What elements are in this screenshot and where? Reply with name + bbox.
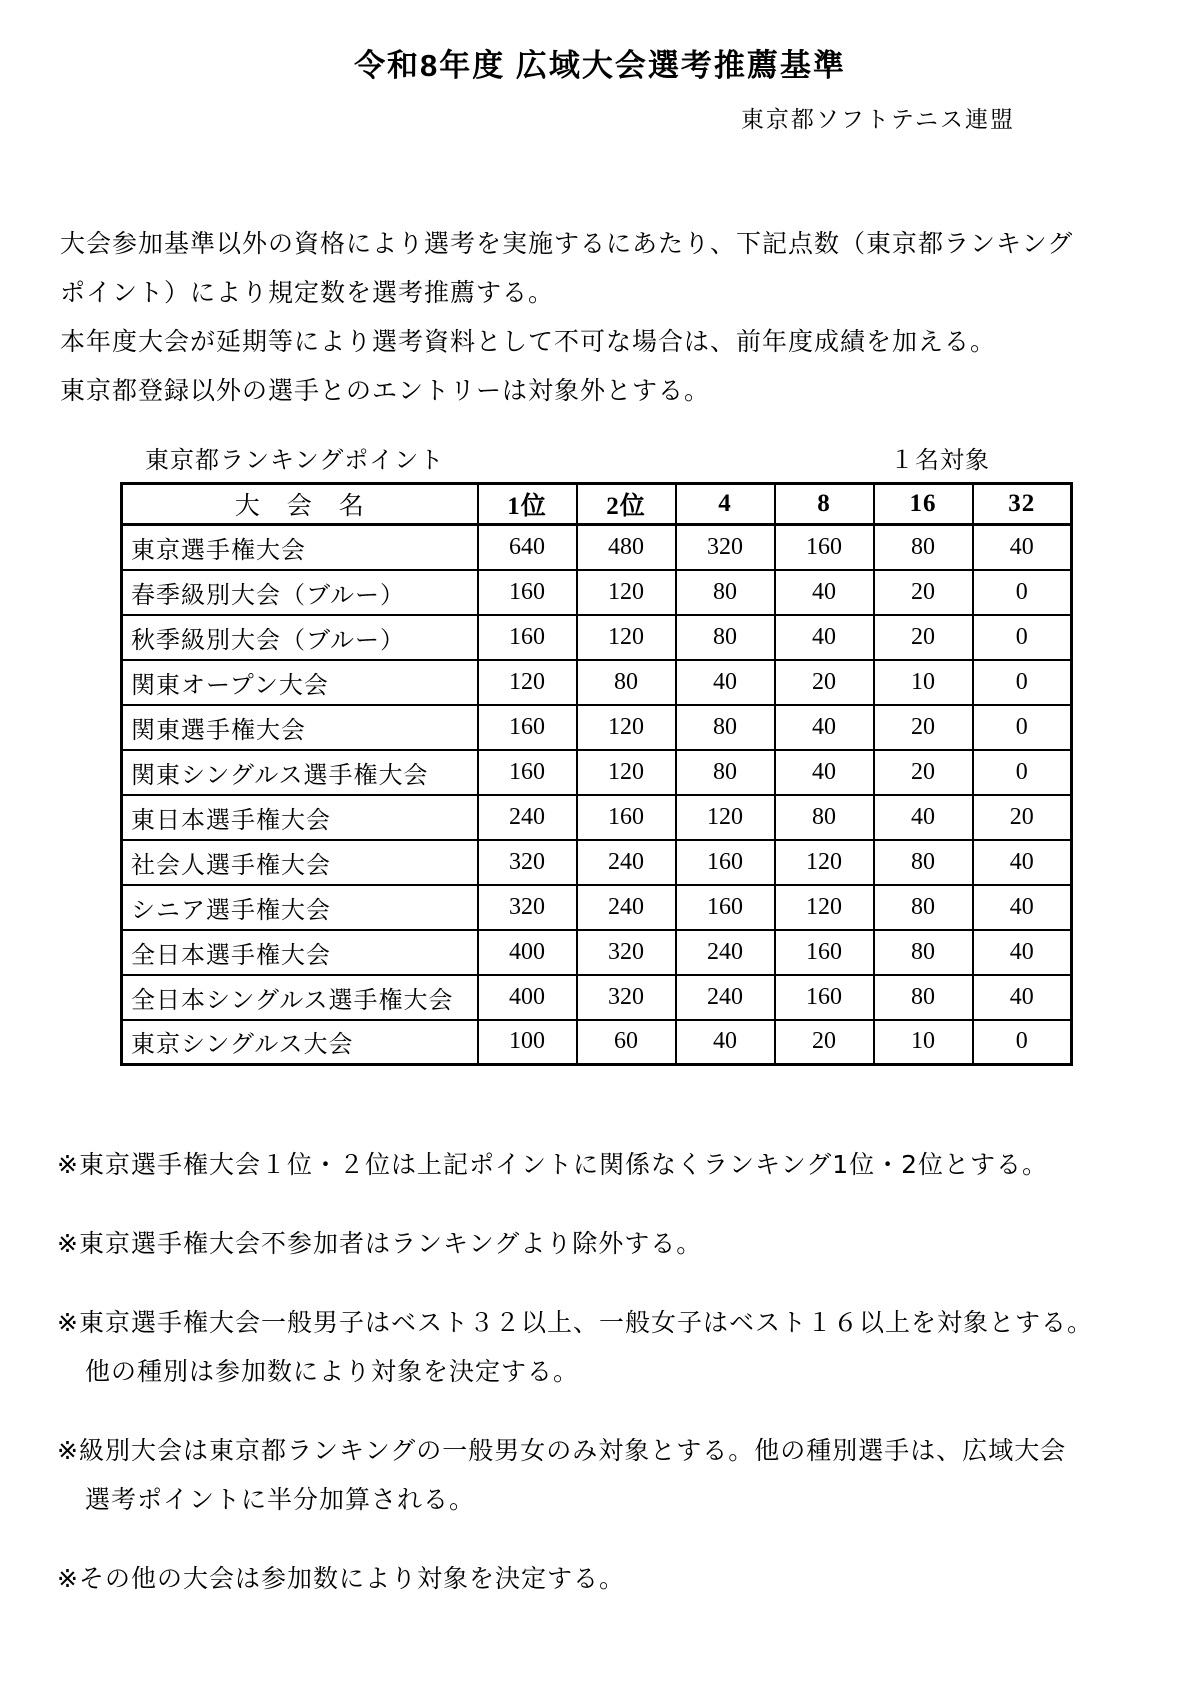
table-row <box>122 615 1072 660</box>
intro-line-1: 大会参加基準以外の資格により選考を実施するにあたり、下記点数（東京都ランキング <box>60 231 1074 258</box>
points-cell: 40 <box>973 930 1072 975</box>
points-cell: 240 <box>577 840 676 885</box>
tournament-name-cell: 関東シングルス選手権大会 <box>122 750 478 795</box>
points-cell: 400 <box>478 930 577 975</box>
note-continuation-line: 選考ポイントに半分加算される。 <box>85 1485 476 1514</box>
points-cell: 120 <box>577 615 676 660</box>
points-table-section <box>120 440 1070 1066</box>
table-row <box>122 570 1072 615</box>
points-cell: 80 <box>676 570 775 615</box>
points-cell: 40 <box>775 615 874 660</box>
points-cell: 160 <box>577 795 676 840</box>
points-cell: 120 <box>676 795 775 840</box>
column-header-rank-1: 1位 <box>478 484 577 525</box>
points-cell: 320 <box>478 840 577 885</box>
table-caption-right: １名対象 <box>890 448 990 474</box>
points-cell: 80 <box>676 750 775 795</box>
note-line: ※東京選手権大会一般男子はベスト３２以上、一般女子はベスト１６以上を対象とする。 <box>57 1308 1093 1337</box>
points-cell: 0 <box>973 615 1072 660</box>
points-cell: 80 <box>775 795 874 840</box>
column-header-tournament-name: 大 会 名 <box>122 484 478 525</box>
points-cell: 80 <box>874 840 973 885</box>
points-cell: 240 <box>577 885 676 930</box>
points-cell: 160 <box>478 705 577 750</box>
tournament-name-cell: 東京シングルス大会 <box>122 1020 478 1065</box>
points-cell: 80 <box>676 615 775 660</box>
table-row <box>122 795 1072 840</box>
points-cell: 120 <box>577 750 676 795</box>
table-row <box>122 1020 1072 1065</box>
points-cell: 480 <box>577 525 676 570</box>
tournament-name-cell: 春季級別大会（ブルー） <box>122 570 478 615</box>
points-cell: 20 <box>874 570 973 615</box>
column-header-best-32: 32 <box>973 484 1072 525</box>
table-row <box>122 750 1072 795</box>
points-cell: 0 <box>973 705 1072 750</box>
points-cell: 40 <box>973 840 1072 885</box>
points-cell: 40 <box>775 750 874 795</box>
table-row <box>122 840 1072 885</box>
points-cell: 240 <box>478 795 577 840</box>
note <box>57 1140 1160 1189</box>
points-cell: 0 <box>973 750 1072 795</box>
points-cell: 40 <box>676 660 775 705</box>
points-cell: 20 <box>775 1020 874 1065</box>
points-cell: 20 <box>874 615 973 660</box>
points-cell: 320 <box>676 525 775 570</box>
points-cell: 640 <box>478 525 577 570</box>
page-title: 令和8年度 広域大会選考推薦基準 <box>354 48 846 83</box>
column-header-best-16: 16 <box>874 484 973 525</box>
note-line: ※その他の大会は参加数により対象を決定する。 <box>57 1564 625 1593</box>
points-cell: 40 <box>874 795 973 840</box>
table-row <box>122 885 1072 930</box>
tournament-name-cell: 秋季級別大会（ブルー） <box>122 615 478 660</box>
column-header-best-8: 8 <box>775 484 874 525</box>
intro-paragraph <box>60 220 1145 416</box>
note-line: ※東京選手権大会１位・２位は上記ポイントに関係なくランキング1位・2位とする。 <box>57 1150 1049 1179</box>
note <box>57 1298 1160 1396</box>
organization-name: 東京都ソフトテニス連盟 <box>740 107 1015 132</box>
note-line: ※級別大会は東京都ランキングの一般男女のみ対象とする。他の種別選手は、広域大会 <box>57 1436 1067 1465</box>
points-cell: 120 <box>478 660 577 705</box>
tournament-name-cell: 東日本選手権大会 <box>122 795 478 840</box>
points-cell: 20 <box>775 660 874 705</box>
points-cell: 120 <box>775 840 874 885</box>
points-cell: 80 <box>874 975 973 1020</box>
points-cell: 20 <box>973 795 1072 840</box>
note <box>57 1426 1160 1524</box>
points-cell: 240 <box>676 930 775 975</box>
points-cell: 40 <box>973 975 1072 1020</box>
table-row <box>122 660 1072 705</box>
points-cell: 120 <box>775 885 874 930</box>
notes-section <box>57 1140 1160 1603</box>
points-cell: 0 <box>973 660 1072 705</box>
tournament-name-cell: 全日本選手権大会 <box>122 930 478 975</box>
points-cell: 320 <box>577 975 676 1020</box>
points-cell: 80 <box>874 885 973 930</box>
points-cell: 40 <box>973 525 1072 570</box>
points-cell: 10 <box>874 660 973 705</box>
note-continuation-line: 他の種別は参加数により対象を決定する。 <box>85 1357 580 1386</box>
table-row <box>122 705 1072 750</box>
points-cell: 80 <box>874 930 973 975</box>
tournament-name-cell: 全日本シングルス選手権大会 <box>122 975 478 1020</box>
points-cell: 0 <box>973 1020 1072 1065</box>
tournament-name-cell: シニア選手権大会 <box>122 885 478 930</box>
points-cell: 60 <box>577 1020 676 1065</box>
intro-line-2: ポイント）により規定数を選考推薦する。 <box>60 280 555 307</box>
column-header-rank-2: 2位 <box>577 484 676 525</box>
points-cell: 160 <box>478 615 577 660</box>
points-cell: 40 <box>676 1020 775 1065</box>
points-cell: 80 <box>874 525 973 570</box>
note <box>57 1554 1160 1603</box>
tournament-name-cell: 社会人選手権大会 <box>122 840 478 885</box>
points-cell: 0 <box>973 570 1072 615</box>
document-page <box>0 40 1200 1690</box>
ranking-points-table <box>120 482 1073 1066</box>
note <box>57 1219 1160 1268</box>
points-cell: 320 <box>577 930 676 975</box>
table-row <box>122 525 1072 570</box>
note-line: ※東京選手権大会不参加者はランキングより除外する。 <box>57 1229 703 1258</box>
points-cell: 160 <box>676 885 775 930</box>
table-header-row <box>122 484 1072 525</box>
points-cell: 160 <box>478 750 577 795</box>
points-cell: 120 <box>577 570 676 615</box>
points-cell: 20 <box>874 705 973 750</box>
points-cell: 320 <box>478 885 577 930</box>
points-cell: 80 <box>676 705 775 750</box>
points-cell: 20 <box>874 750 973 795</box>
tournament-name-cell: 東京選手権大会 <box>122 525 478 570</box>
points-cell: 240 <box>676 975 775 1020</box>
table-caption <box>120 440 1070 475</box>
intro-line-4: 東京都登録以外の選手とのエントリーは対象外とする。 <box>60 378 711 405</box>
points-cell: 160 <box>775 930 874 975</box>
points-cell: 40 <box>973 885 1072 930</box>
points-cell: 10 <box>874 1020 973 1065</box>
points-cell: 120 <box>577 705 676 750</box>
points-cell: 40 <box>775 570 874 615</box>
points-cell: 100 <box>478 1020 577 1065</box>
table-caption-left: 東京都ランキングポイント <box>145 448 445 474</box>
points-cell: 160 <box>478 570 577 615</box>
table-row <box>122 975 1072 1020</box>
tournament-name-cell: 関東オープン大会 <box>122 660 478 705</box>
points-cell: 80 <box>577 660 676 705</box>
points-cell: 160 <box>775 975 874 1020</box>
table-row <box>122 930 1072 975</box>
points-cell: 160 <box>676 840 775 885</box>
tournament-name-cell: 関東選手権大会 <box>122 705 478 750</box>
column-header-best-4: 4 <box>676 484 775 525</box>
intro-line-3: 本年度大会が延期等により選考資料として不可な場合は、前年度成績を加える。 <box>60 329 997 356</box>
points-cell: 400 <box>478 975 577 1020</box>
points-cell: 40 <box>775 705 874 750</box>
points-cell: 160 <box>775 525 874 570</box>
